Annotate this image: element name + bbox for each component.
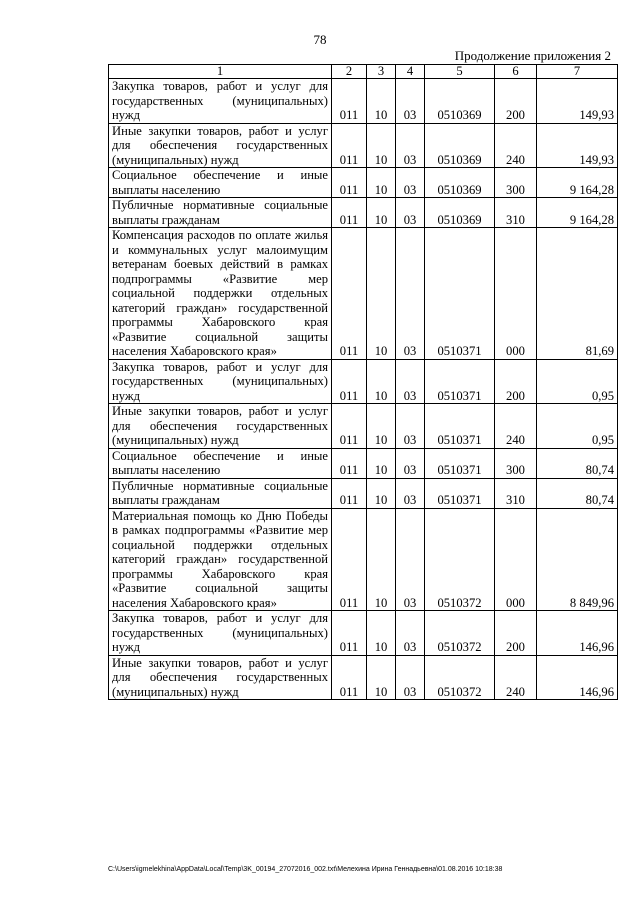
table-row xyxy=(109,404,618,449)
cell-code: 011 xyxy=(332,508,367,611)
cell-section: 10 xyxy=(367,404,396,449)
cell-expense-type: 000 xyxy=(495,228,537,360)
cell-code: 011 xyxy=(332,198,367,228)
header-row xyxy=(109,65,618,79)
cell-amount: 146,96 xyxy=(537,655,618,700)
table-row xyxy=(109,168,618,198)
cell-code: 011 xyxy=(332,478,367,508)
cell-amount: 149,93 xyxy=(537,123,618,168)
cell-section: 10 xyxy=(367,611,396,656)
cell-name: Закупка товаров, работ и услуг для государственных (муниципальных) нужд xyxy=(109,79,332,124)
table-row xyxy=(109,655,618,700)
cell-subsection: 03 xyxy=(396,228,425,360)
cell-section: 10 xyxy=(367,198,396,228)
cell-amount: 0,95 xyxy=(537,404,618,449)
cell-code: 011 xyxy=(332,79,367,124)
cell-target-article: 0510369 xyxy=(425,123,495,168)
cell-name: Иные закупки товаров, работ и услуг для обеспечения государственных (муниципальных) нужд xyxy=(109,404,332,449)
cell-name: Материальная помощь ко Дню Победы в рамках подпрограммы «Развитие мер социальной поддержки отдельных категорий граждан» государственной программы Хабаровского края «Развитие социальной защиты населения Хабаровского края» xyxy=(109,508,332,611)
cell-expense-type: 300 xyxy=(495,448,537,478)
column-header: 2 xyxy=(332,65,367,79)
column-header: 3 xyxy=(367,65,396,79)
cell-target-article: 0510371 xyxy=(425,404,495,449)
cell-code: 011 xyxy=(332,404,367,449)
column-header: 6 xyxy=(495,65,537,79)
cell-subsection: 03 xyxy=(396,508,425,611)
cell-amount: 9 164,28 xyxy=(537,198,618,228)
cell-amount: 81,69 xyxy=(537,228,618,360)
cell-expense-type: 240 xyxy=(495,404,537,449)
cell-target-article: 0510371 xyxy=(425,228,495,360)
cell-target-article: 0510372 xyxy=(425,611,495,656)
cell-name: Социальное обеспечение и иные выплаты населению xyxy=(109,168,332,198)
cell-name: Закупка товаров, работ и услуг для государственных (муниципальных) нужд xyxy=(109,359,332,404)
cell-name: Социальное обеспечение и иные выплаты населению xyxy=(109,448,332,478)
cell-target-article: 0510371 xyxy=(425,448,495,478)
cell-amount: 149,93 xyxy=(537,79,618,124)
cell-expense-type: 200 xyxy=(495,359,537,404)
cell-subsection: 03 xyxy=(396,611,425,656)
continuation-label: Продолжение приложения 2 xyxy=(454,48,611,63)
cell-target-article: 0510371 xyxy=(425,359,495,404)
cell-expense-type: 000 xyxy=(495,508,537,611)
budget-table xyxy=(108,64,618,700)
cell-subsection: 03 xyxy=(396,79,425,124)
cell-code: 011 xyxy=(332,448,367,478)
cell-subsection: 03 xyxy=(396,448,425,478)
cell-name: Публичные нормативные социальные выплаты гражданам xyxy=(109,198,332,228)
cell-code: 011 xyxy=(332,359,367,404)
cell-target-article: 0510369 xyxy=(425,198,495,228)
cell-target-article: 0510369 xyxy=(425,79,495,124)
cell-section: 10 xyxy=(367,359,396,404)
cell-target-article: 0510372 xyxy=(425,655,495,700)
cell-expense-type: 200 xyxy=(495,79,537,124)
cell-target-article: 0510371 xyxy=(425,478,495,508)
cell-section: 10 xyxy=(367,508,396,611)
cell-expense-type: 240 xyxy=(495,123,537,168)
cell-expense-type: 200 xyxy=(495,611,537,656)
cell-subsection: 03 xyxy=(396,198,425,228)
cell-subsection: 03 xyxy=(396,359,425,404)
cell-subsection: 03 xyxy=(396,168,425,198)
column-header: 4 xyxy=(396,65,425,79)
cell-amount: 0,95 xyxy=(537,359,618,404)
column-header: 5 xyxy=(425,65,495,79)
cell-amount: 80,74 xyxy=(537,448,618,478)
table-row xyxy=(109,228,618,360)
table-body xyxy=(109,79,618,700)
cell-section: 10 xyxy=(367,655,396,700)
cell-amount: 9 164,28 xyxy=(537,168,618,198)
cell-section: 10 xyxy=(367,79,396,124)
cell-amount: 80,74 xyxy=(537,478,618,508)
cell-section: 10 xyxy=(367,448,396,478)
table-row xyxy=(109,611,618,656)
cell-target-article: 0510369 xyxy=(425,168,495,198)
cell-subsection: 03 xyxy=(396,478,425,508)
column-header: 1 xyxy=(109,65,332,79)
cell-name: Публичные нормативные социальные выплаты гражданам xyxy=(109,478,332,508)
cell-expense-type: 300 xyxy=(495,168,537,198)
column-header: 7 xyxy=(537,65,618,79)
cell-section: 10 xyxy=(367,168,396,198)
cell-expense-type: 310 xyxy=(495,198,537,228)
table-row xyxy=(109,359,618,404)
cell-section: 10 xyxy=(367,123,396,168)
table-row xyxy=(109,79,618,124)
cell-expense-type: 310 xyxy=(495,478,537,508)
cell-amount: 146,96 xyxy=(537,611,618,656)
cell-section: 10 xyxy=(367,478,396,508)
cell-section: 10 xyxy=(367,228,396,360)
cell-name: Иные закупки товаров, работ и услуг для обеспечения государственных (муниципальных) нужд xyxy=(109,655,332,700)
cell-amount: 8 849,96 xyxy=(537,508,618,611)
table-row xyxy=(109,198,618,228)
cell-subsection: 03 xyxy=(396,123,425,168)
cell-subsection: 03 xyxy=(396,404,425,449)
cell-code: 011 xyxy=(332,168,367,198)
cell-expense-type: 240 xyxy=(495,655,537,700)
table-row xyxy=(109,478,618,508)
cell-name: Закупка товаров, работ и услуг для государственных (муниципальных) нужд xyxy=(109,611,332,656)
cell-subsection: 03 xyxy=(396,655,425,700)
page-number: 78 xyxy=(313,32,327,47)
cell-target-article: 0510372 xyxy=(425,508,495,611)
cell-name: Иные закупки товаров, работ и услуг для обеспечения государственных (муниципальных) нужд xyxy=(109,123,332,168)
cell-code: 011 xyxy=(332,123,367,168)
footer-file-path: C:\Users\igmelekhina\AppData\Local\Temp\3K_00194_27072016_002.txt\Мелехина Ирина Геннадьевна\01.08.2016 10:18:38 xyxy=(108,866,503,873)
table-row xyxy=(109,123,618,168)
cell-name: Компенсация расходов по оплате жилья и коммунальных услуг малоимущим ветеранам боевых действий в рамках подпрограммы «Развитие мер социальной поддержки отдельных категорий граждан» государственной программы Хабаровского края «Развитие социальной защиты населения Хабаровского края» xyxy=(109,228,332,360)
table-row xyxy=(109,508,618,611)
cell-code: 011 xyxy=(332,655,367,700)
cell-code: 011 xyxy=(332,611,367,656)
cell-code: 011 xyxy=(332,228,367,360)
table-row xyxy=(109,448,618,478)
